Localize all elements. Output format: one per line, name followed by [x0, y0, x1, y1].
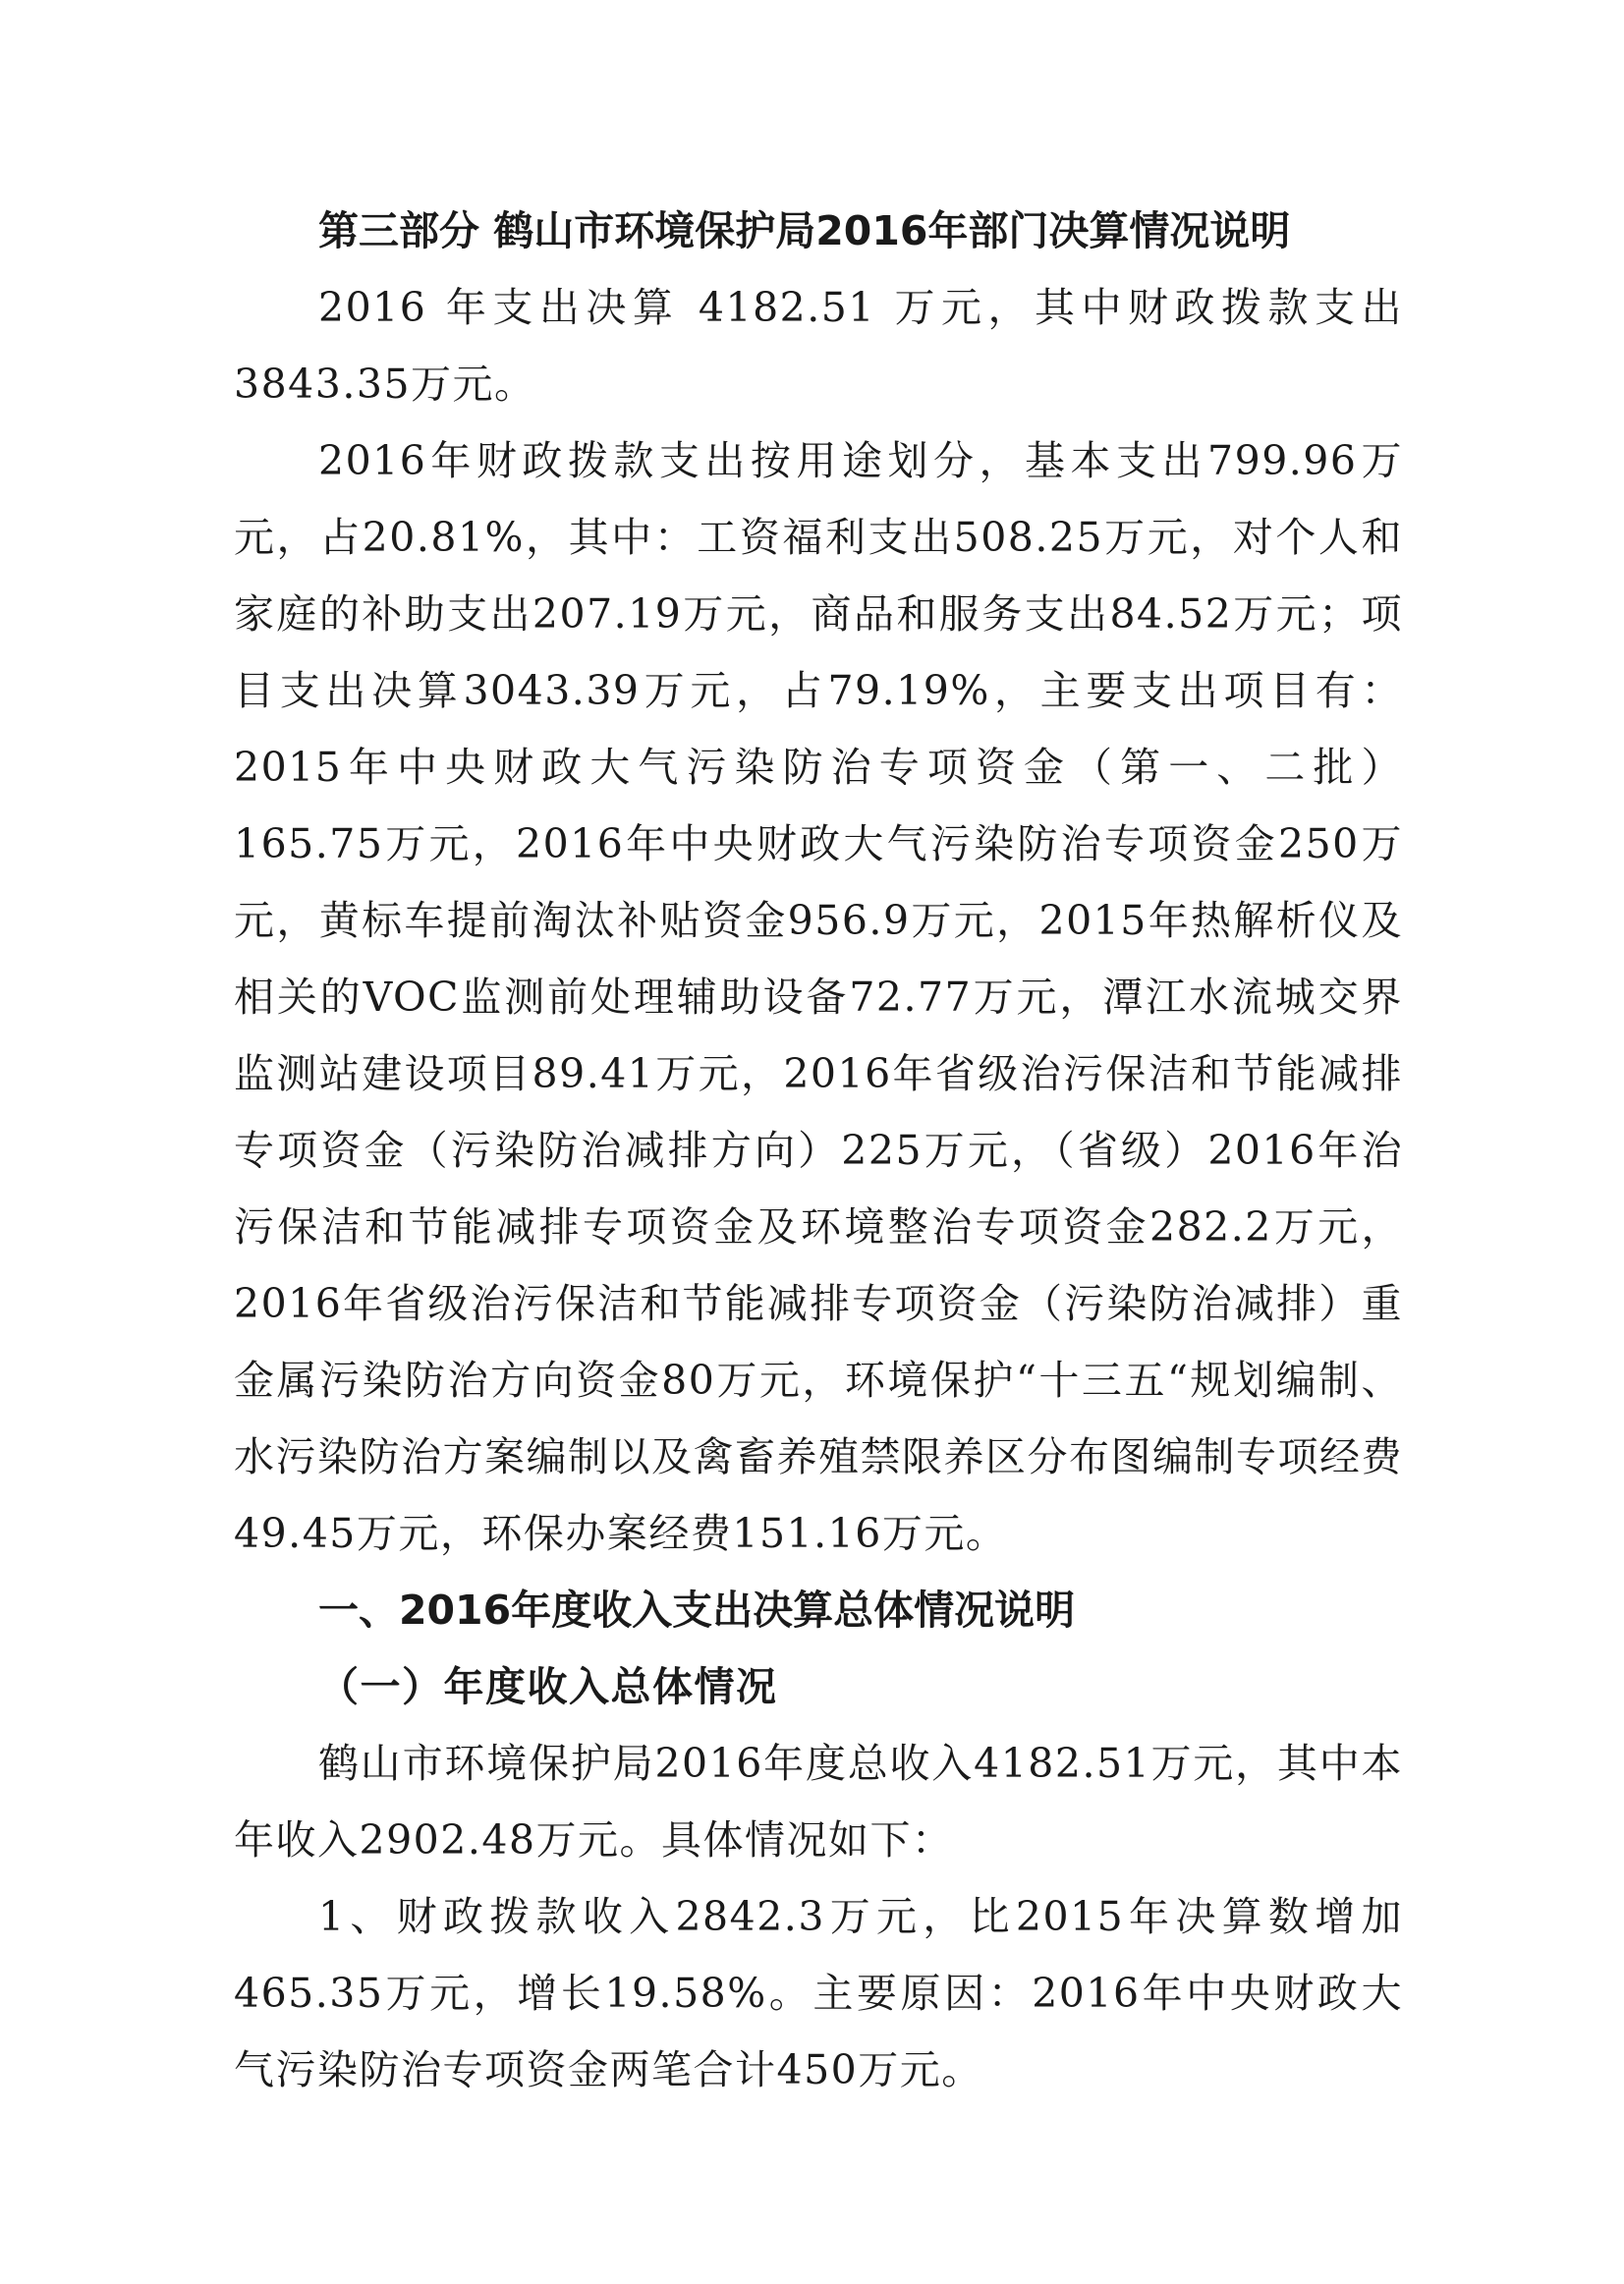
document-page — [234, 193, 1403, 2108]
paragraph-income-total: 鹤山市环境保护局2016年度总收入4182.51万元，其中本年收入2902.48万元。具体情况如下： — [234, 1740, 1403, 1864]
paragraph-expenditure-breakdown: 2016年财政拨款支出按用途划分，基本支出799.96万元，占20.81%，其中：工资福利支出508.25万元，对个人和家庭的补助支出207.19万元，商品和服务支出84.52万元；项目支出决算3043.39万元，占79.19%，主要支出项目有：2015年中央财政大气污染防治专项资金（第一、二批）165.75万元，2016年中央财政大气污染防治专项资金250万元，黄标车提前淘汰补贴资金956.9万元，2015年热解析仪及相关的VOC监测前处理辅助设备72.77万元，潭江水流城交界监测站建设项目89.41万元，2016年省级治污保洁和节能减排专项资金（污染防治减排方向）225万元，（省级）2016年治污保洁和节能减排专项资金及环境整治专项资金282.2万元，2016年省级治污保洁和节能减排专项资金（污染防治减排）重金属污染防治方向资金80万元，环境保护“十三五“规划编制、水污染防治方案编制以及禽畜养殖禁限养区分布图编制专项经费49.45万元，环保办案经费151.16万元。 — [234, 437, 1403, 1557]
subsection-heading: （一）年度收入总体情况 — [318, 1663, 778, 1710]
section-heading: 一、2016年度收入支出决算总体情况说明 — [318, 1587, 1076, 1634]
page-title: 第三部分 鹤山市环境保护局2016年部门决算情况说明 — [318, 207, 1291, 254]
paragraph-expenditure-total: 2016 年支出决算 4182.51 万元，其中财政拨款支出3843.35万元。 — [234, 284, 1403, 408]
paragraph-fiscal-income: 1、财政拨款收入2842.3万元，比2015年决算数增加465.35万元，增长19.58%。主要原因：2016年中央财政大气污染防治专项资金两笔合计450万元。 — [234, 1893, 1403, 2093]
